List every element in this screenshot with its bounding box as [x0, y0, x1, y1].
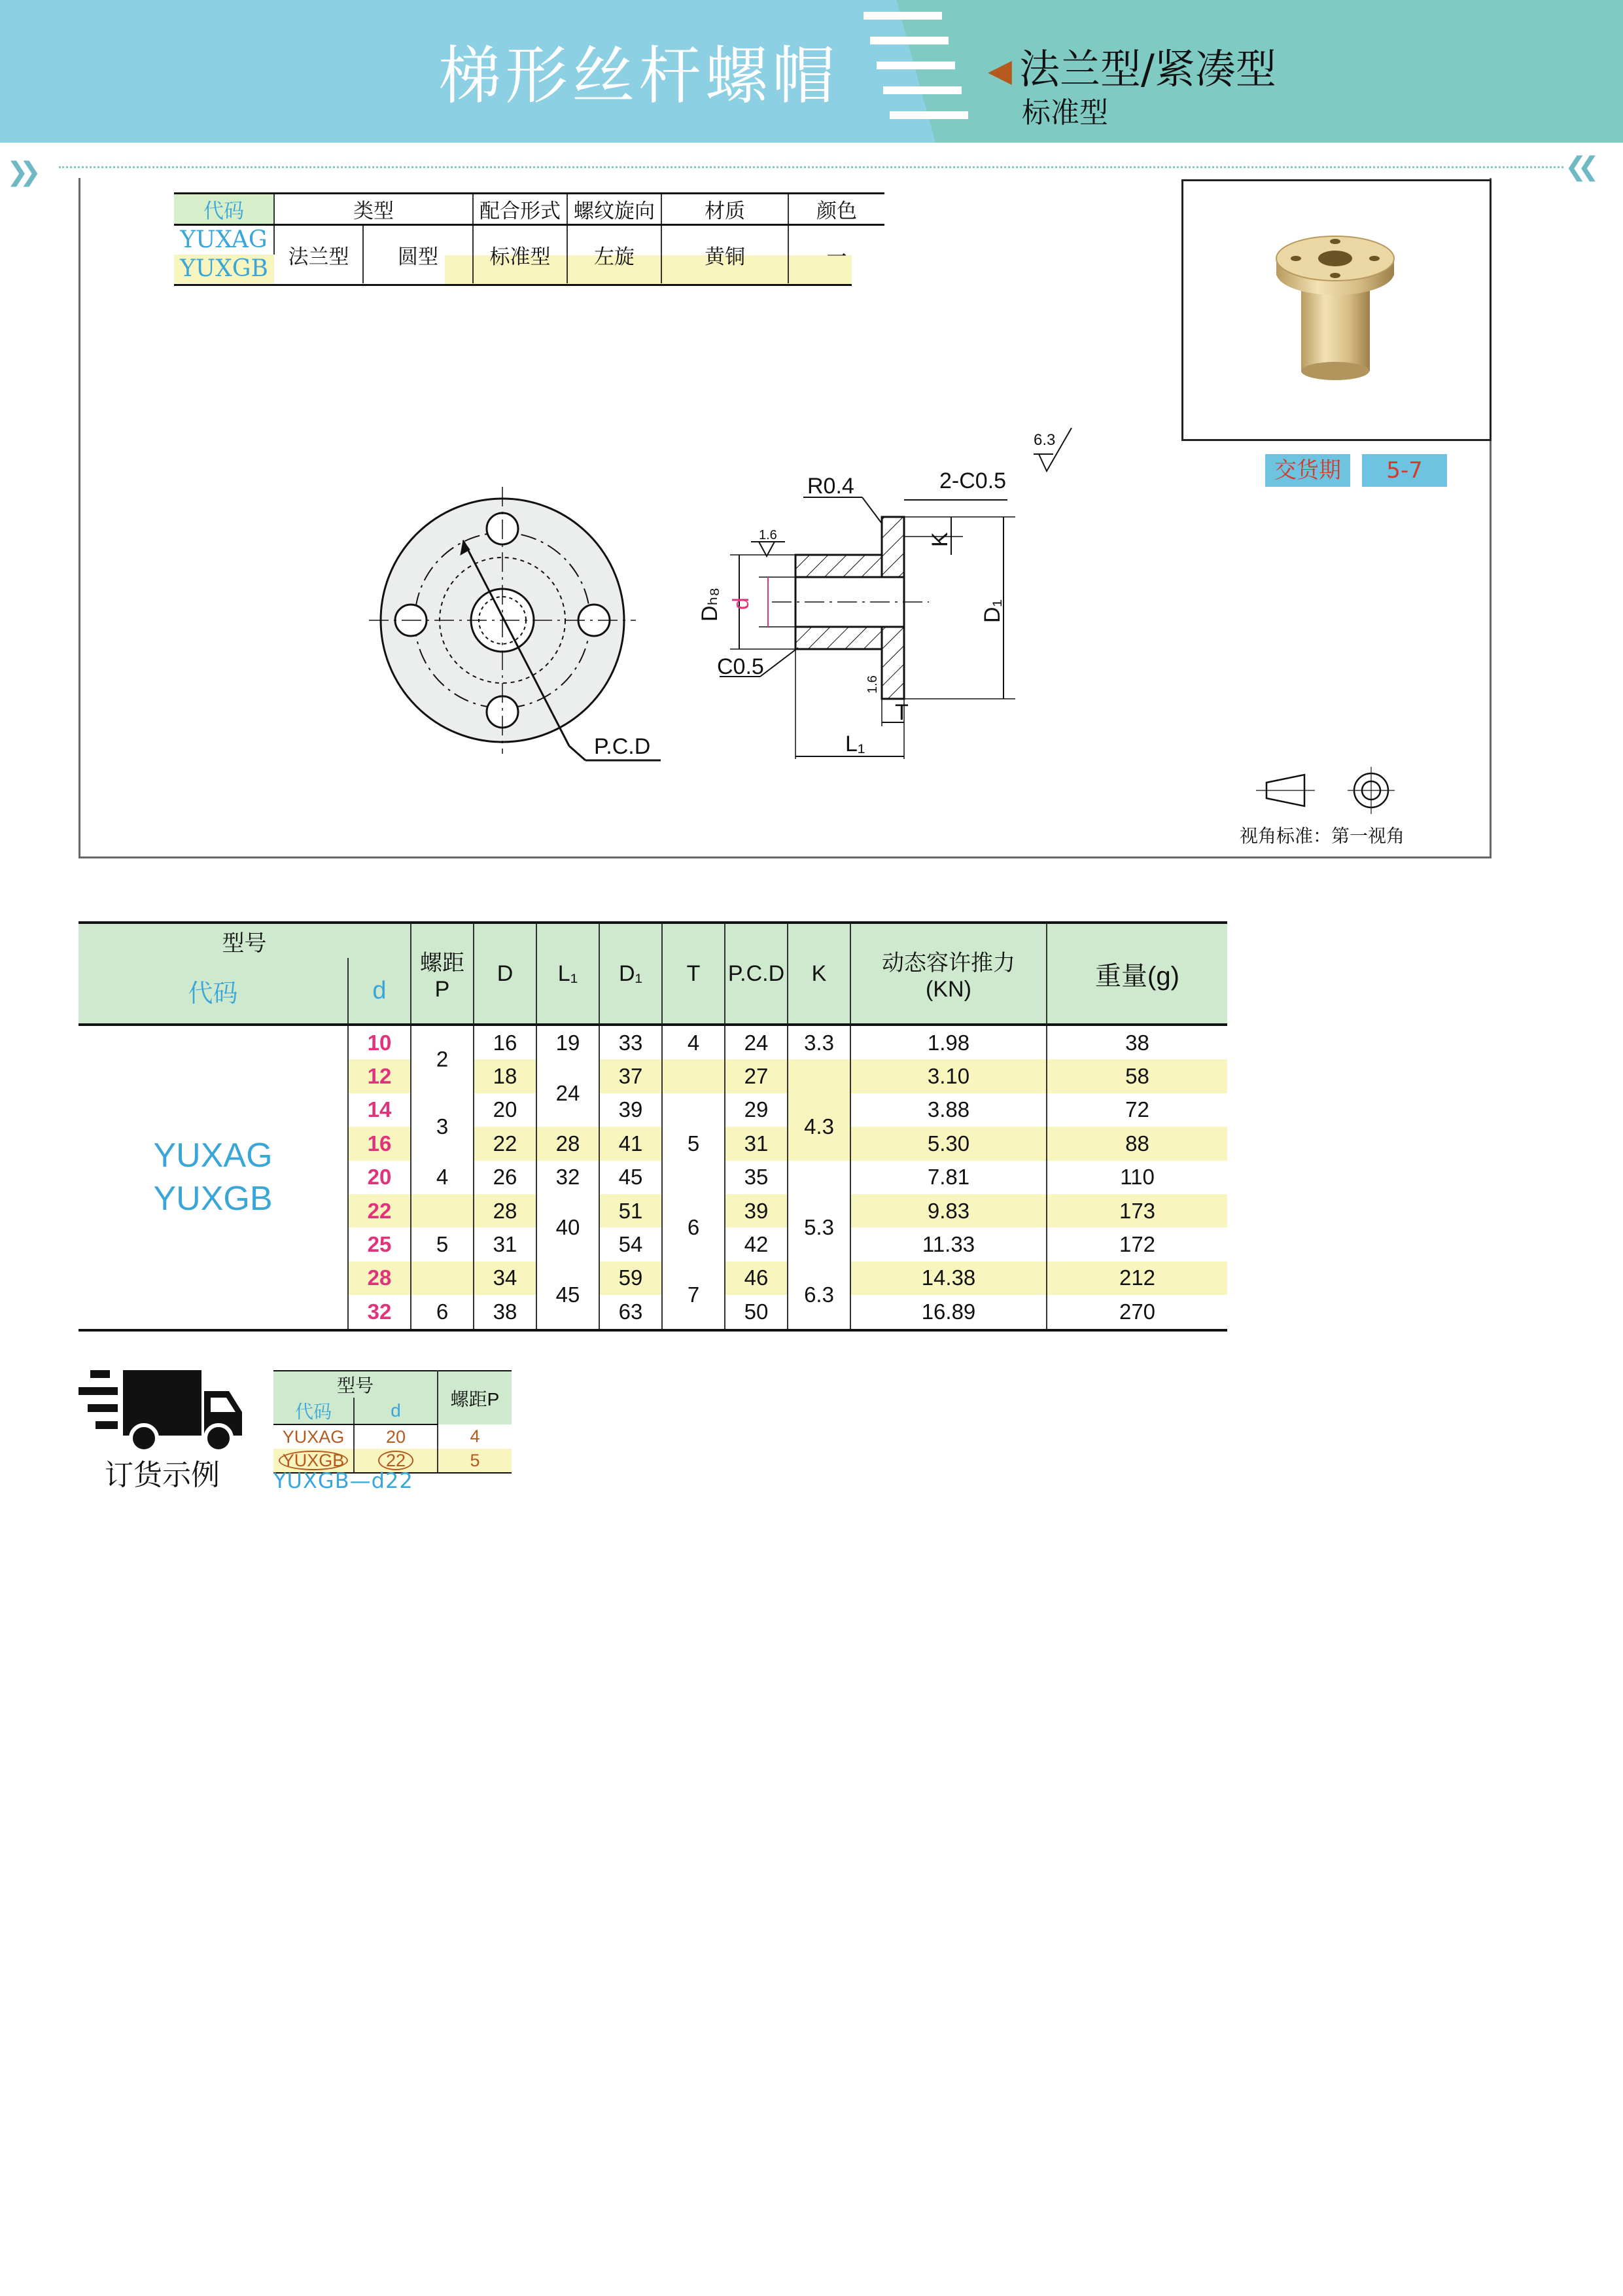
- cell-K: [788, 1161, 850, 1194]
- cell-weight: 38: [1047, 1025, 1227, 1059]
- cell-D: 22: [474, 1127, 536, 1160]
- cell-d: 22: [348, 1194, 411, 1227]
- cell-T: 7: [662, 1262, 725, 1330]
- cell-pcd: 42: [725, 1227, 788, 1261]
- order-example-table: [273, 1370, 512, 1474]
- cell-thrust: 9.83: [850, 1194, 1047, 1227]
- label-t: T: [895, 700, 909, 725]
- cell-pcd: 24: [725, 1025, 788, 1059]
- header-D: D: [474, 923, 536, 1025]
- category-title: 法兰型/紧凑型: [1019, 45, 1276, 93]
- cell-K: [788, 1059, 850, 1093]
- spec-table: [174, 192, 884, 283]
- cell-T: 5: [662, 1093, 725, 1194]
- cell-D: 16: [474, 1025, 536, 1059]
- order-header-row: [273, 1371, 512, 1398]
- order-code-circled: YUXGB: [279, 1451, 349, 1470]
- order-pitch: 5: [438, 1449, 512, 1473]
- cell-thrust: 7.81: [850, 1161, 1047, 1194]
- technical-drawing: [353, 419, 1465, 851]
- cell-pitch: [411, 1262, 474, 1295]
- spec-header-color: 颜色: [788, 194, 884, 225]
- spec-table-bottom-rule: [174, 284, 852, 286]
- cell-L1: 32: [536, 1161, 599, 1194]
- cell-T: 4: [662, 1025, 725, 1059]
- cell-D: 38: [474, 1295, 536, 1330]
- cell-L1: 40: [536, 1194, 599, 1262]
- label-dh8: Dₕ₈: [697, 587, 722, 622]
- double-chevron-right-icon: ❯❯: [7, 157, 33, 187]
- cell-L1: 45: [536, 1262, 599, 1330]
- cell-pitch: 2: [411, 1025, 474, 1093]
- cell-D1: 63: [599, 1295, 662, 1330]
- header-code: 代码: [79, 958, 348, 1025]
- cell-thrust: 14.38: [850, 1262, 1047, 1295]
- spec-fit-value: 标准型: [473, 225, 567, 284]
- spec-header-code: 代码: [174, 194, 274, 225]
- cell-D1: 54: [599, 1227, 662, 1261]
- cell-weight: 110: [1047, 1161, 1227, 1194]
- header-stripe-decoration: [837, 0, 968, 143]
- lead-time-label: 交货期: [1265, 454, 1350, 487]
- cell-d: 32: [348, 1295, 411, 1330]
- header-pitch-line2: P: [434, 977, 450, 1002]
- cell-thrust: 5.30: [850, 1127, 1047, 1160]
- cell-d: 10: [348, 1025, 411, 1059]
- page-title: 梯形丝杆螺帽: [438, 39, 839, 113]
- cell-L1: 19: [536, 1025, 599, 1059]
- header-T: T: [662, 923, 725, 1025]
- dimension-table: [79, 921, 1227, 1332]
- cell-pitch: 4: [411, 1161, 474, 1194]
- order-d-circled: 22: [378, 1451, 413, 1470]
- order-header-d: d: [354, 1398, 438, 1424]
- cell-D1: 37: [599, 1059, 662, 1093]
- cell-pitch: 6: [411, 1295, 474, 1330]
- header-K: K: [788, 923, 850, 1025]
- cell-L1: 24: [536, 1059, 599, 1127]
- label-k: K: [928, 532, 952, 547]
- cell-L1: 28: [536, 1127, 599, 1160]
- header-pcd: P.C.D: [725, 923, 788, 1025]
- order-header-code: 代码: [273, 1398, 354, 1424]
- lead-time-value: 5-7: [1362, 454, 1447, 487]
- cell-weight: 58: [1047, 1059, 1227, 1093]
- label-pcd: P.C.D: [594, 734, 651, 759]
- delivery-truck-icon: [77, 1365, 247, 1457]
- order-d: 20: [354, 1424, 438, 1449]
- cell-thrust: 11.33: [850, 1227, 1047, 1261]
- spec-material-value: 黄铜: [661, 225, 788, 284]
- table-header-row: [79, 923, 1227, 958]
- spec-header-fit: 配合形式: [473, 194, 567, 225]
- view-standard-label: 视角标准：第一视角: [1240, 825, 1405, 847]
- cell-T: 6: [662, 1194, 725, 1262]
- cell-pcd: 50: [725, 1295, 788, 1330]
- front-view: [369, 487, 661, 760]
- model-code-1: YUXAG: [153, 1137, 273, 1175]
- cell-pcd: 46: [725, 1262, 788, 1295]
- cell-K: 6.3: [788, 1262, 850, 1330]
- order-pitch: 4: [470, 1426, 480, 1446]
- label-l1: L₁: [845, 732, 865, 756]
- cell-weight: 173: [1047, 1194, 1227, 1227]
- header-model: 型号: [79, 923, 411, 958]
- cell-K: 5.3: [788, 1194, 850, 1262]
- cell-K: 3.3: [788, 1025, 850, 1059]
- cell-D1: 59: [599, 1262, 662, 1295]
- order-header-model: 型号: [273, 1371, 438, 1398]
- cell-d: 28: [348, 1262, 411, 1295]
- header-d: d: [348, 958, 411, 1025]
- header-thrust: [850, 923, 1047, 1025]
- cell-pcd: 27: [725, 1059, 788, 1093]
- cell-weight: 72: [1047, 1093, 1227, 1127]
- spec-header-material: 材质: [661, 194, 788, 225]
- cell-weight: 212: [1047, 1262, 1227, 1295]
- cell-D: 18: [474, 1059, 536, 1093]
- order-example-label: 订货示例: [105, 1458, 220, 1492]
- label-r04: R0.4: [807, 474, 854, 499]
- label-roughness-16b: 1.6: [865, 675, 880, 694]
- cell-K: 4.3: [788, 1093, 850, 1161]
- cell-D1: 33: [599, 1025, 662, 1059]
- label-d1: D₁: [980, 599, 1005, 623]
- order-header-pitch: 螺距P: [438, 1371, 512, 1424]
- flange-nut-image: [1183, 181, 1490, 439]
- label-roughness-63: 6.3: [1034, 431, 1056, 449]
- cell-pitch: [411, 1194, 474, 1227]
- spec-color-value: 一: [826, 245, 847, 269]
- spec-header-type: 类型: [274, 194, 473, 225]
- cell-D: 34: [474, 1262, 536, 1295]
- cell-D: 20: [474, 1093, 536, 1127]
- triangle-left-icon: ◀: [988, 52, 1012, 89]
- label-roughness-16a: 1.6: [759, 528, 777, 542]
- cell-weight: 172: [1047, 1227, 1227, 1261]
- cell-d: 20: [348, 1161, 411, 1194]
- cell-pitch: 3: [411, 1093, 474, 1161]
- label-c05: C0.5: [717, 654, 764, 679]
- cell-T: [662, 1059, 725, 1093]
- header-thrust-line2: (KN): [926, 977, 971, 1002]
- order-row: [273, 1424, 512, 1449]
- order-code: YUXAG: [282, 1426, 345, 1447]
- spec-table-row: [174, 225, 884, 255]
- label-2c05: 2-C0.5: [939, 468, 1007, 493]
- table-row: [79, 1025, 1227, 1059]
- cell-d: 12: [348, 1059, 411, 1093]
- cell-D: 28: [474, 1194, 536, 1227]
- cell-D: 26: [474, 1161, 536, 1194]
- cell-pcd: 39: [725, 1194, 788, 1227]
- product-photo: [1181, 179, 1492, 441]
- header-L1: L₁: [536, 923, 599, 1025]
- cell-weight: 270: [1047, 1295, 1227, 1330]
- cell-pcd: 29: [725, 1093, 788, 1127]
- divider: [59, 166, 1563, 168]
- cell-pitch: 5: [411, 1227, 474, 1261]
- cell-thrust: 3.10: [850, 1059, 1047, 1093]
- order-example-code: YUXGB—d22: [273, 1468, 413, 1493]
- spec-header-thread: 螺纹旋向: [567, 194, 661, 225]
- cell-thrust: 16.89: [850, 1295, 1047, 1330]
- spec-code-2: YUXGB: [174, 255, 274, 283]
- spec-type-round: 圆型: [363, 225, 473, 284]
- model-code-2: YUXGB: [153, 1180, 273, 1218]
- cell-pcd: 31: [725, 1127, 788, 1160]
- cell-weight: 88: [1047, 1127, 1227, 1160]
- double-chevron-left-icon: ❮❮: [1565, 152, 1591, 182]
- cell-D1: 45: [599, 1161, 662, 1194]
- header-thrust-line1: 动态容许推力: [882, 951, 1015, 976]
- header-pitch-line1: 螺距: [420, 951, 464, 976]
- category-subtitle: 标准型: [1022, 96, 1108, 130]
- projection-symbol-icon: [1256, 767, 1395, 814]
- label-d: d: [729, 597, 754, 610]
- cell-D: 31: [474, 1227, 536, 1261]
- spec-table-header: [174, 194, 884, 225]
- cell-d: 16: [348, 1127, 411, 1160]
- model-codes: [79, 1025, 348, 1330]
- cell-D1: 51: [599, 1194, 662, 1227]
- header-pitch: [411, 923, 474, 1025]
- spec-thread-value: 左旋: [567, 225, 661, 284]
- spec-type-flange: 法兰型: [274, 225, 363, 284]
- cell-pcd: 35: [725, 1161, 788, 1194]
- cell-D1: 39: [599, 1093, 662, 1127]
- cell-thrust: 3.88: [850, 1093, 1047, 1127]
- cell-D1: 41: [599, 1127, 662, 1160]
- cell-d: 14: [348, 1093, 411, 1127]
- cell-d: 25: [348, 1227, 411, 1261]
- cell-thrust: 1.98: [850, 1025, 1047, 1059]
- header-D1: D₁: [599, 923, 662, 1025]
- header-weight: 重量(g): [1047, 923, 1227, 1025]
- spec-code-1: YUXAG: [174, 225, 274, 255]
